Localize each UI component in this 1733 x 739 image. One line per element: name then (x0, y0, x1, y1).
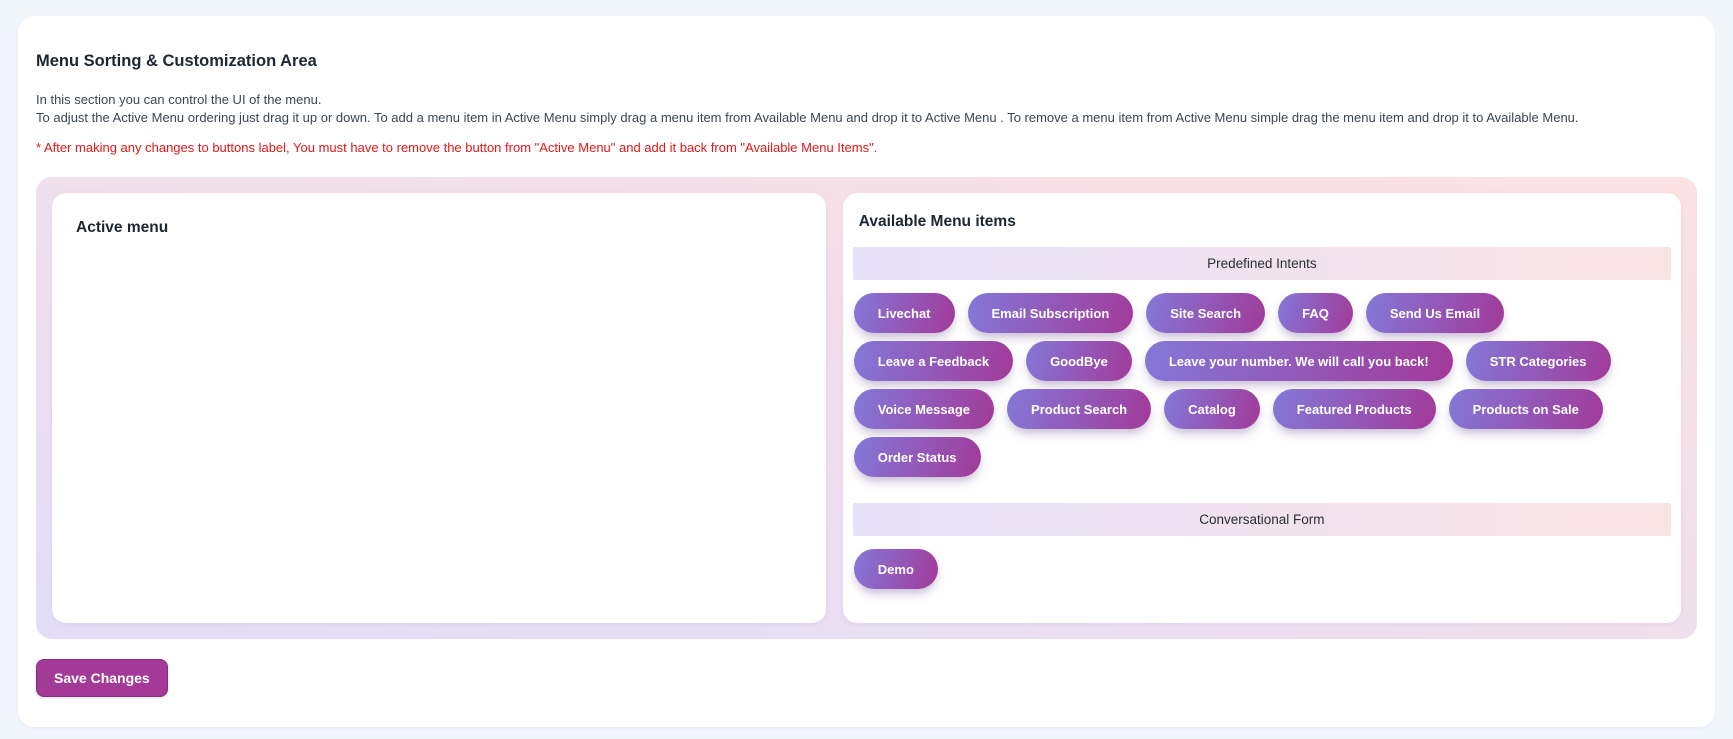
pill-group (853, 293, 1671, 477)
available-menu-dropzone[interactable] (843, 193, 1681, 623)
menu-item-pill[interactable]: Products on Sale (1449, 389, 1603, 429)
save-changes-button[interactable]: Save Changes (36, 659, 168, 697)
menu-item-pill[interactable]: Email Subscription (968, 293, 1134, 333)
active-menu-title: Active menu (76, 219, 169, 236)
menu-item-pill[interactable]: Catalog (1164, 389, 1260, 429)
menu-item-pill[interactable]: STR Categories (1466, 341, 1611, 381)
menu-item-pill[interactable]: Product Search (1007, 389, 1151, 429)
menu-item-pill[interactable]: Leave your number. We will call you back! (1145, 341, 1453, 381)
menu-item-pill[interactable]: GoodBye (1026, 341, 1132, 381)
menu-item-pill[interactable]: Featured Products (1273, 389, 1436, 429)
available-menu-title: Available Menu items (858, 213, 1016, 230)
section-header: Predefined Intents (853, 247, 1671, 280)
menu-item-pill[interactable]: Send Us Email (1366, 293, 1504, 333)
available-menu-sections (853, 247, 1671, 589)
section-header: Conversational Form (853, 503, 1671, 536)
drag-drop-area (36, 177, 1697, 639)
page-title: Menu Sorting & Customization Area (36, 52, 317, 70)
menu-customization-card (18, 16, 1715, 727)
menu-item-pill[interactable]: Site Search (1146, 293, 1265, 333)
menu-item-pill[interactable]: Livechat (854, 293, 955, 333)
warning-note: * After making any changes to buttons label, You must have to remove the button from "Active Menu" and add it back from "Available Menu Items". (36, 140, 878, 155)
menu-item-pill[interactable]: Order Status (854, 437, 981, 477)
menu-item-pill[interactable]: Demo (854, 549, 938, 589)
pill-group (853, 549, 1671, 589)
active-menu-dropzone[interactable] (52, 193, 826, 623)
description-line-1: In this section you can control the UI of the menu. (36, 92, 322, 107)
menu-item-pill[interactable]: Leave a Feedback (854, 341, 1013, 381)
menu-item-pill[interactable]: FAQ (1278, 293, 1353, 333)
description-text (36, 91, 1697, 126)
menu-item-pill[interactable]: Voice Message (854, 389, 994, 429)
description-line-2: To adjust the Active Menu ordering just drag it up or down. To add a menu item in Active Menu simply drag a menu item from Available Menu and drop it to Active Menu . To remove a menu item from Active Menu simple drag the menu item and drop it to Available Menu. (36, 109, 1579, 125)
